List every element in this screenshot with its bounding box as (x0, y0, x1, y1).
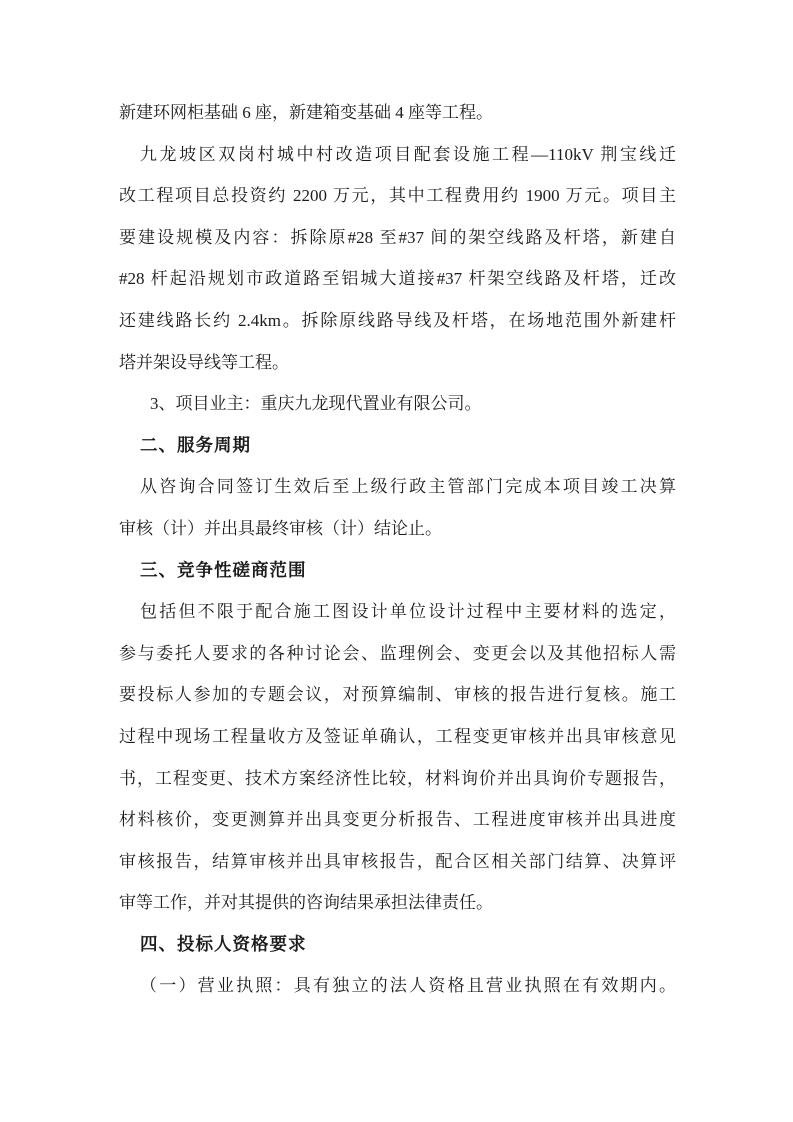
text-line: 包括但不限于配合施工图设计单位设计过程中主要材料的选定， (140, 602, 676, 622)
section-heading-negotiation-scope: 三、竞争性磋商范围 (140, 559, 307, 580)
text-line: 过程中现场工程量收方及签证单确认，工程变更审核并出具审核意见 (119, 726, 676, 746)
text-line: 要投标人参加的专题会议，对预算编制、审核的报告进行复核。施工 (119, 685, 676, 705)
page-content (119, 92, 676, 1007)
text-line: #28 杆起沿规划市政道路至铝城大道接#37 杆架空线路及杆塔，迁改 (119, 269, 676, 289)
text-line: 改工程项目总投资约 2200 万元，其中工程费用约 1900 万元。项目主 (119, 186, 676, 206)
text-line: 新建环网柜基础 6 座，新建箱变基础 4 座等工程。 (119, 103, 493, 122)
text-line: 审核报告，结算审核并出具审核报告，配合区相关部门结算、决算评 (119, 851, 676, 871)
text-line: 材料核价，变更测算并出具变更分析报告、工程进度审核并出具进度 (119, 810, 676, 830)
section-heading-service-period: 二、服务周期 (140, 434, 251, 455)
text-line: 审核（计）并出具最终审核（计）结论止。 (119, 518, 442, 538)
text-line: 从咨询合同签订生效后至上级行政主管部门完成本项目竣工决算 (140, 477, 676, 497)
text-line: 书，工程变更、技术方案经济性比较，材料询价并出具询价专题报告， (119, 768, 676, 788)
text-line: 审等工作，并对其提供的咨询结果承担法律责任。 (119, 893, 493, 913)
section-heading-bidder-qualifications: 四、投标人资格要求 (140, 933, 307, 954)
text-line: 九龙坡区双岗村城中村改造项目配套设施工程—110kV 荆宝线迁 (140, 144, 676, 164)
text-line-project-owner: 3、项目业主：重庆九龙现代置业有限公司。 (150, 394, 482, 414)
text-line: 参与委托人要求的各种讨论会、监理例会、变更会以及其他招标人需 (119, 643, 676, 663)
text-line: 还建线路长约 2.4km。拆除原线路导线及杆塔，在场地范围外新建杆 (119, 310, 676, 330)
text-line: 塔并架设导线等工程。 (119, 352, 289, 372)
text-line: 要建设规模及内容：拆除原#28 至#37 间的架空线路及杆塔，新建自 (119, 227, 676, 247)
text-line-business-license: （一）营业执照：具有独立的法人资格且营业执照在有效期内。 (140, 976, 676, 996)
